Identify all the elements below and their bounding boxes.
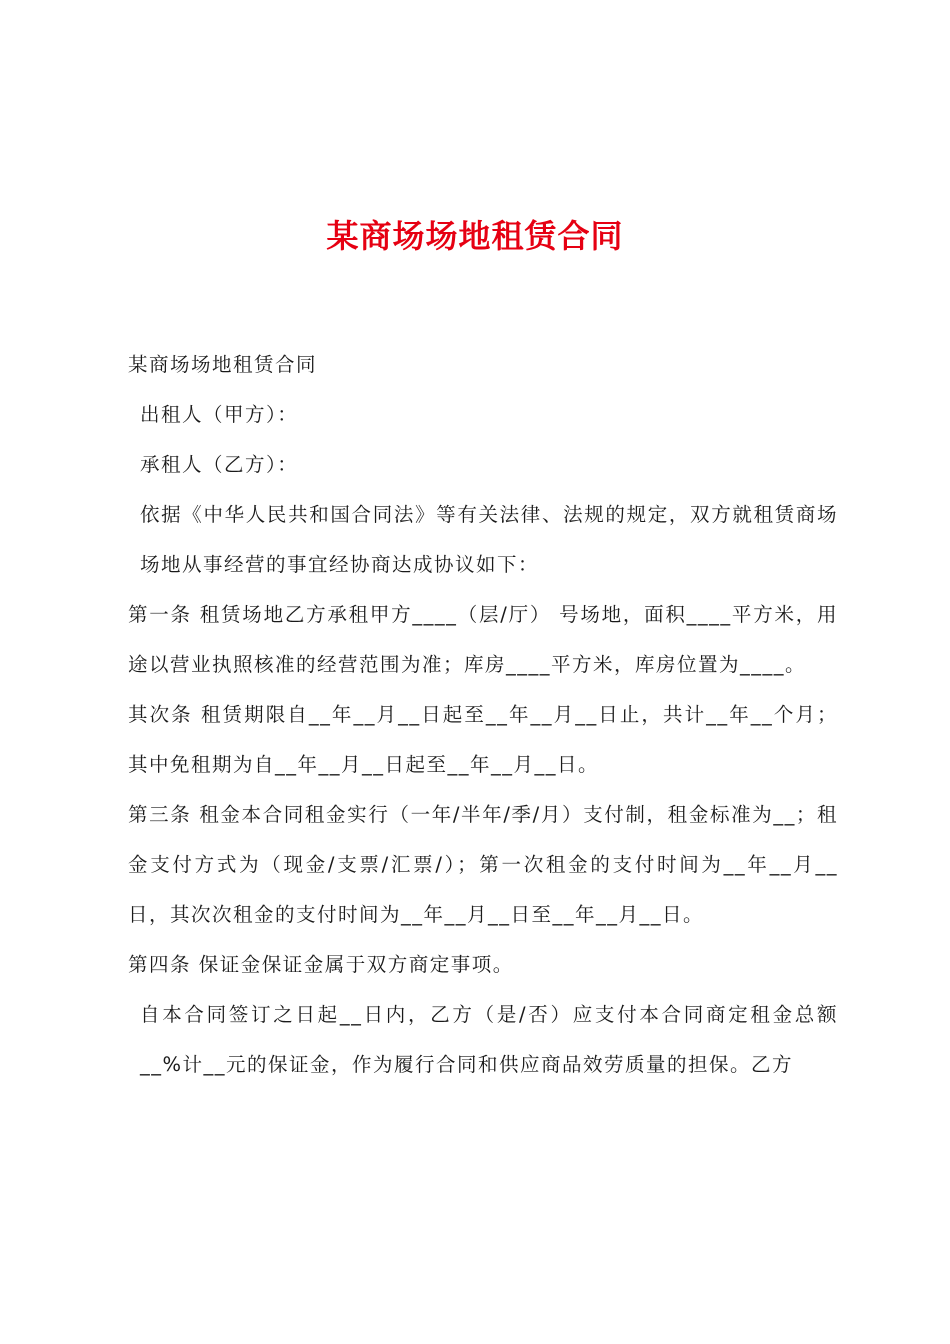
paragraph-article-1: 第一条 租赁场地乙方承租甲方____（层/厅） 号场地，面积____平方米，用途以营业执照核准的经营范围为准；库房____平方米，库房位置为____。 xyxy=(128,603,838,676)
paragraph-deposit: 自本合同签订之日起__日内，乙方（是/否）应支付本合同商定租金总额__%计__元的保证金，作为履行合同和供应商品效劳质量的担保。乙方 xyxy=(140,1003,838,1076)
paragraph-article-2: 其次条 租赁期限自__年__月__日起至__年__月__日止，共计__年__个月；其中免租期为自__年__月__日起至__年__月__日。 xyxy=(128,703,838,776)
document-body xyxy=(128,340,838,1090)
paragraph-lessor: 出租人（甲方）： xyxy=(140,403,299,426)
paragraph-preamble: 依据《中华人民共和国合同法》等有关法律、法规的规定，双方就租赁商场场地从事经营的事宜经协商达成协议如下： xyxy=(140,503,838,576)
paragraph-article-3: 第三条 租金本合同租金实行（一年/半年/季/月）支付制，租金标准为__；租金支付方式为（现金/支票/汇票/）；第一次租金的支付时间为__年__月__日，其次次租金的支付时间为__年__月__日至__年__月__日。 xyxy=(128,803,838,926)
paragraph-heading: 某商场场地租赁合同 xyxy=(128,353,318,376)
paragraph-article-4: 第四条 保证金保证金属于双方商定事项。 xyxy=(128,953,514,976)
document-title: 某商场场地租赁合同 xyxy=(326,217,624,255)
paragraph-lessee: 承租人（乙方）： xyxy=(140,453,299,476)
